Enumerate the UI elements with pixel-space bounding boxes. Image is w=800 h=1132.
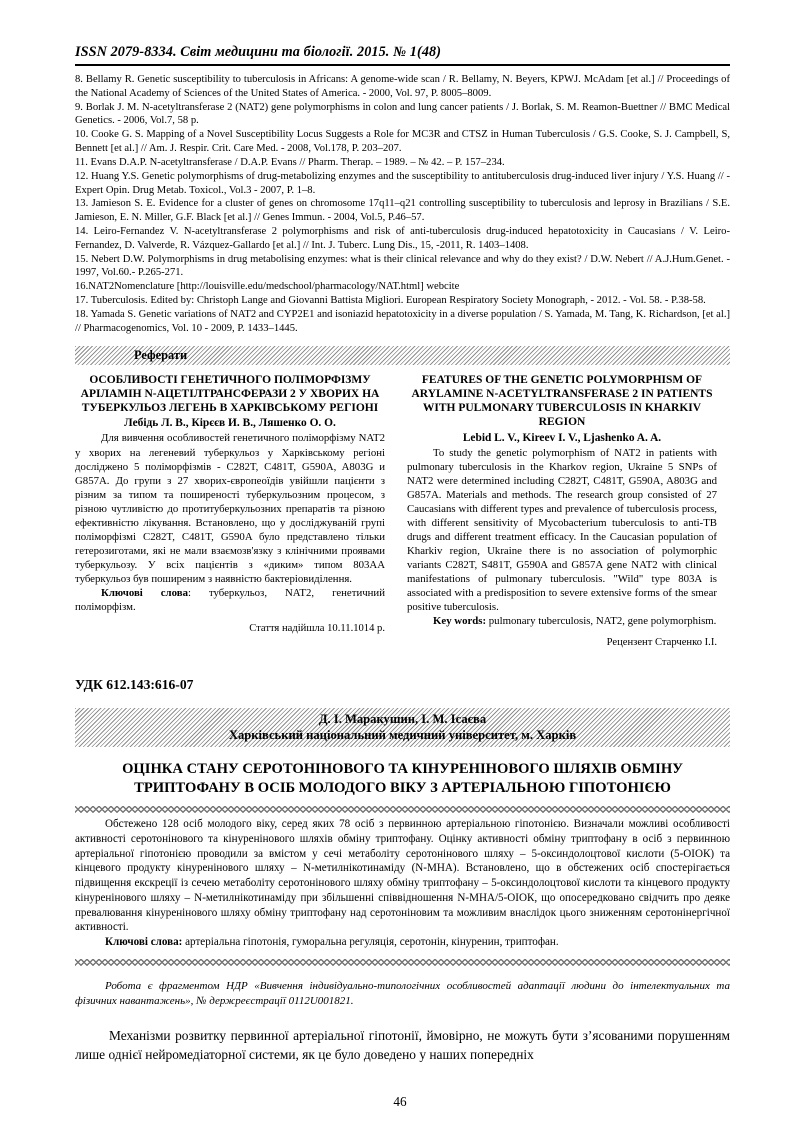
- abstract-text-uk: Для вивчення особливостей генетичного поліморфізму NAT2 у хворих на легеневий туберкульоз у Харківському регіоні досліджено 5 поліморфізмів - C282T, C481T, G590A, A803G и G857A. До групи з 27 хворих-європеоїдів увійшли пацієнти з різним за типом та поширеності туберкульозним процесом, з різною чутливістю до протитуберкульозних препаратів та різною ефективністю лікування. Встановлено, що у досліджуваній групі поліморфізмі C282T, C481T, G590A було представлено тільки гетерозиготами, які не мали взаємозв'язку з клінічними проявами туберкульозу. У всіх пацієнтів з «диким» типом 803АА туберкульоз був поширеним з наявністю бактеріовиділення.: [75, 432, 385, 585]
- keywords-label-en: Key words:: [433, 614, 487, 627]
- abstract-title-uk: ОСОБЛИВОСТІ ГЕНЕТИЧНОГО ПОЛІМОРФІЗМУ АРІЛАМІН N-АЦЕТІЛТРАНСФЕРАЗИ 2 У ХВОРИХ НА ТУБЕРКУЛЬОЗ ЛЕГЕНЬ В ХАРКІВСЬКОМУ РЕГІОНІ: [80, 374, 380, 415]
- article-keywords: [75, 935, 730, 950]
- article-affiliation: Харківський національний медичний університет, м. Харків: [228, 728, 577, 743]
- reference-item: 9. Borlak J. M. N-acetyltransferase 2 (NAT2) gene polymorphisms in colon and lung cancer patients / J. Borlak, S. M. Reamon-Buettner // BMC Medical Genetics. - 2006, Vol.7, 58 p.: [75, 101, 730, 127]
- article-keywords-label: Ключові слова:: [105, 936, 183, 949]
- abstracts-section-band: [75, 346, 730, 365]
- zigzag-divider-top: [75, 806, 730, 813]
- abstract-keywords-en: [407, 614, 717, 628]
- reference-item: 8. Bellamy R. Genetic susceptibility to tuberculosis in Africans: A genome-wide scan / R. Bellamy, N. Beyers, KPWJ. McAdam [et al.] // Proceedings of the National Academy of Sciences of the United States of America. - 2000, Vol. 97, P. 8005–8009.: [75, 74, 730, 99]
- udc-code: УДК 612.143:616-07: [75, 676, 194, 692]
- article-title: ОЦІНКА СТАНУ СЕРОТОНІНОВОГО ТА КІНУРЕНІНОВОГО ШЛЯХІВ ОБМІНУ ТРИПТОФАНУ В ОСІБ МОЛОДОГО ВІКУ З АРТЕРІАЛЬНОЮ ГІПОТОНІЄЮ: [122, 761, 683, 796]
- article-author-band: [75, 708, 730, 747]
- reference-item: 17. Tuberculosis. Edited by: Christoph Lange and Giovanni Battista Migliori. European Respiratory Society Monograph, - 2012. - Vol. 58. - P.38-58.: [75, 295, 706, 306]
- abstract-columns: [75, 373, 730, 647]
- abstract-body-uk: [75, 431, 385, 613]
- abstracts-section-label: Реферати: [134, 348, 188, 363]
- abstract-column-english: [407, 373, 717, 647]
- keywords-value-en: pulmonary tuberculosis, NAT2, gene polymorphism.: [486, 614, 717, 627]
- keywords-label-uk: Ключові слова: [101, 586, 188, 599]
- funding-note: [75, 979, 730, 1009]
- abstract-footnote-en: Рецензент Старченко І.І.: [606, 636, 717, 648]
- abstract-authors-en: Lebid L. V., Kireev I. V., Ljashenko A. A.: [462, 431, 662, 444]
- reference-item: 16.NAT2Nomenclature [http://louisville.edu/medschool/pharmacology/NAT.html] webcite: [75, 281, 460, 293]
- article-authors: Д. І. Маракушин, І. М. Ісаєва: [318, 711, 487, 726]
- reference-item: 14. Leiro-Fernandez V. N-acetyltransferase 2 polymorphisms and risk of anti-tuberculosis drug-induced hepatotoxicity in Caucasians / V. Leiro-Fernandez, D. Valverde, R. Vázquez-Gallardo [et al.] // Int. J. Tuberc. Lung Dis., 15, -2011, R. 1403–1408.: [75, 225, 730, 251]
- reference-item: 12. Huang Y.S. Genetic polymorphisms of drug-metabolizing enzymes and the susceptibility to antituberculosis drug-induced liver injury / Y.S. Huang // - Expert Opin. Drug Metab. Toxicol., Vol.3 - 2007, P. 1–8.: [75, 170, 730, 196]
- abstract-body-en: [407, 446, 717, 628]
- abstract-footnote-uk: Стаття надійшла 10.11.1014 р.: [249, 622, 385, 634]
- reference-item: 18. Yamada S. Genetic variations of NAT2 and CYP2E1 and isoniazid hepatotoxicity in a diverse population / S. Yamada, M. Tang, K. Richardson, [et al.] // Pharmacogenomics, Vol. 10 - 2009, P. 1433–1445.: [75, 308, 730, 334]
- reference-item: 13. Jamieson S. E. Evidence for a cluster of genes on chromosome 17q11–q21 controlling susceptibility to tuberculosis and leprosy in Brazilians / S.E. Jamieson, E. N. Miller, G.F. Black [et al.] // Genes Immun. - 2004, Vol.5, P.46–57.: [75, 198, 730, 224]
- article-keywords-value: артеріальна гіпотонія, гуморальна регуляція, серотонін, кінуренин, триптофан.: [182, 936, 559, 949]
- reference-item: 15. Nebert D.W. Polymorphisms in drug metabolising enzymes: what is their clinical relevance and why do they exist? / D.W. Nebert // A.J.Hum.Genet. - 1997, Vol.60.- P.265-271.: [75, 253, 730, 279]
- running-head: ISSN 2079-8334. Світ медицини та біології. 2015. № 1(48): [75, 44, 442, 60]
- abstract-authors-uk: Лебідь Л. В., Кірєєв И. В., Ляшенко О. О.: [124, 417, 336, 430]
- article-summary: [75, 817, 730, 950]
- article-body-paragraph: Механізми розвитку первинної артеріальної гіпотонії, ймовірно, не можуть бути з’ясованими порушенням лише однієї нейромедіаторної системи, як це було доведено у наших попередніх: [75, 1027, 730, 1062]
- funding-text: Робота є фрагментом НДР «Вивчення індивідуально-типологічних особливостей адаптації людини до інтелектуальних та фізичних навантажень», № держреєстрації 0112U001821.: [75, 979, 730, 1007]
- reference-list: [75, 73, 730, 335]
- article-body: [75, 1026, 730, 1064]
- abstract-keywords-uk: [75, 586, 385, 614]
- zigzag-divider-bottom: [75, 959, 730, 966]
- keywords-value-uk: : туберкульоз, NAT2, генетичний поліморфізм.: [75, 586, 385, 613]
- abstract-text-en: To study the genetic polymorphism of NAT2 in patients with pulmonary tuberculosis in the Kharkov region, Ukraine 5 SNPs of NAT2 were determined including C282T, C481T, G590A, A803G and G857A. Materials and methods. The research group consisted of 27 Caucasians with different types and prevalence of tuberculosis process, with different sensitivity of Mycobacterium tuberculosis to anti-TB drugs and different treatment efficacy. In the Caucasian population of Kharkiv region, Ukraine there is no association of polymorphic variants C282T, S481T, G590A and G857A gene NAT2 with clinical manifestations of pulmonary tuberculosis. "Wild" type 803A is associated with a predisposition to severe extensive forms of the smear positive tuberculosis.: [407, 446, 717, 613]
- abstract-title-en: FEATURES OF THE GENETIC POLYMORPHISM OF ARYLAMINE N-ACETYLTRANSFERASE 2 IN PATIENTS WITH PULMONARY TUBERCULOSIS IN KHARKIV REGION: [411, 374, 713, 429]
- abstract-column-ukrainian: [75, 373, 385, 647]
- header-rule: [75, 64, 730, 66]
- reference-item: 10. Cooke G. S. Mapping of a Novel Susceptibility Locus Suggests a Role for MC3R and CTSZ in Human Tuberculosis / G.S. Cooke, S. J. Campbell, S, Bennett [et al.] // Am. J. Respir. Crit. Care Med. - 2008, Vol.178, P. 203–207.: [75, 129, 730, 155]
- article-summary-text: Обстежено 128 осіб молодого віку, серед яких 78 осіб з первинною артеріальною гіпотонією. Визначали можливі особливості активності серотонінового та кінуренінового шляхів обміну триптофану. Оцінку активності обміну триптофану в осіб з первинною артеріальної гіпотонією проводили за вмістом у сечі метаболіту серотонінового шляху – 5-оксиндолоцтової кислоти (5-ОІОК) та кінцевого продукту кінуренінового шляху – N-метилнікотинаміду (N-МНА). Встановлено, що в обстежених осіб спостерігається підвищення екскреції із сечею метаболіту серотонінового шляху обміну триптофану – 5-оксиндолоцтової кислоти та кінцевого продукту кінуренінового шляху – N-метилнікотинаміду при збільшенні співвідношення N-МНА/5-ОІОК, що опосередковано свідчить про деяке превалювання кінуренінового шляху обміну триптофану над серотоніновим та можливим внаслідок цього зниженням серотонінергічної активності.: [75, 818, 730, 934]
- page-number: 46: [393, 1094, 407, 1109]
- reference-item: 11. Evans D.A.P. N-acetyltransferase / D.A.P. Evans // Pharm. Therap. – 1989. – № 42. – P. 157–234.: [75, 156, 505, 168]
